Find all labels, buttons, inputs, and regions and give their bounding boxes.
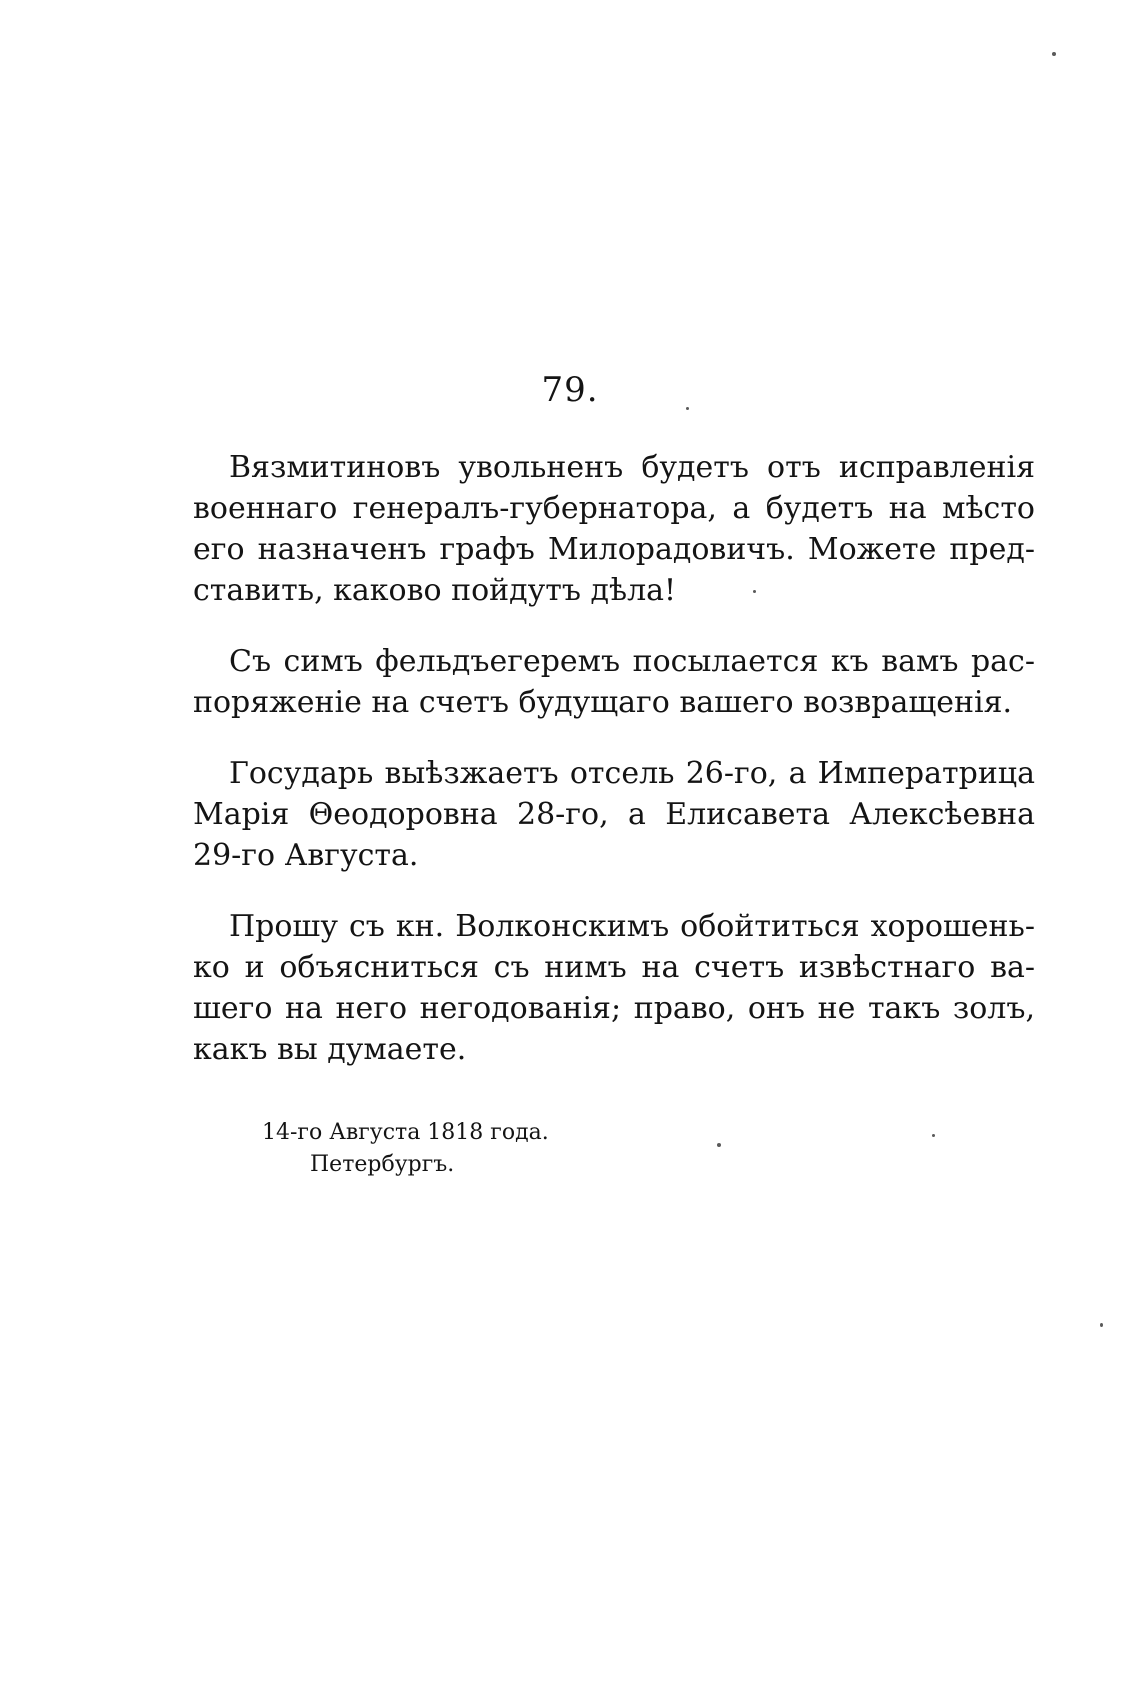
paragraph-line: шего на него негодованія; право, онъ не такъ золъ, (193, 991, 1035, 1026)
paragraph-line: военнаго генералъ-губернатора, а будетъ на мѣсто (193, 491, 1035, 526)
scan-speck (1100, 1323, 1103, 1327)
date-line: 14-го Августа 1818 года. (262, 1120, 549, 1145)
paragraph-line: поряженіе на счетъ будущаго вашего возвращенія. (193, 685, 1013, 720)
paragraph-line: Съ симъ фельдъегеремъ посылается къ вамъ рас- (229, 644, 1035, 679)
date-signature (262, 1117, 549, 1181)
paragraph-line: 29-го Августа. (193, 838, 419, 873)
paragraph-line: Прошу съ кн. Волконскимъ обойтиться хорошень- (229, 909, 1035, 944)
scan-speck (717, 1143, 721, 1147)
paragraph-line: его назначенъ графъ Милорадовичъ. Можете пред- (193, 532, 1035, 567)
scan-speck (753, 590, 756, 593)
paragraph-1 (193, 447, 1035, 611)
paragraph-2 (193, 641, 1035, 723)
paragraph-4 (193, 906, 1035, 1070)
paragraph-line: Вязмитиновъ увольненъ будетъ отъ исправленія (229, 450, 1035, 485)
scan-speck (686, 407, 689, 410)
paragraph-line: ко и объясниться съ нимъ на счетъ извѣстнаго ва- (193, 950, 1035, 985)
place-line: Петербургъ. (310, 1152, 455, 1177)
paragraph-line: Марія Θеодоровна 28-го, а Елисавета Алексѣевна (193, 797, 1035, 832)
paragraph-line: ставить, каково пойдутъ дѣла! (193, 573, 677, 608)
paragraph-line: какъ вы думаете. (193, 1032, 467, 1067)
scan-speck (1052, 52, 1056, 56)
paragraph-3 (193, 753, 1035, 876)
letter-body (193, 447, 1035, 1100)
scan-speck (932, 1134, 935, 1137)
letter-number: 79. (541, 370, 599, 410)
paragraph-line: Государь выѣзжаетъ отсель 26-го, а Императрица (229, 756, 1035, 791)
